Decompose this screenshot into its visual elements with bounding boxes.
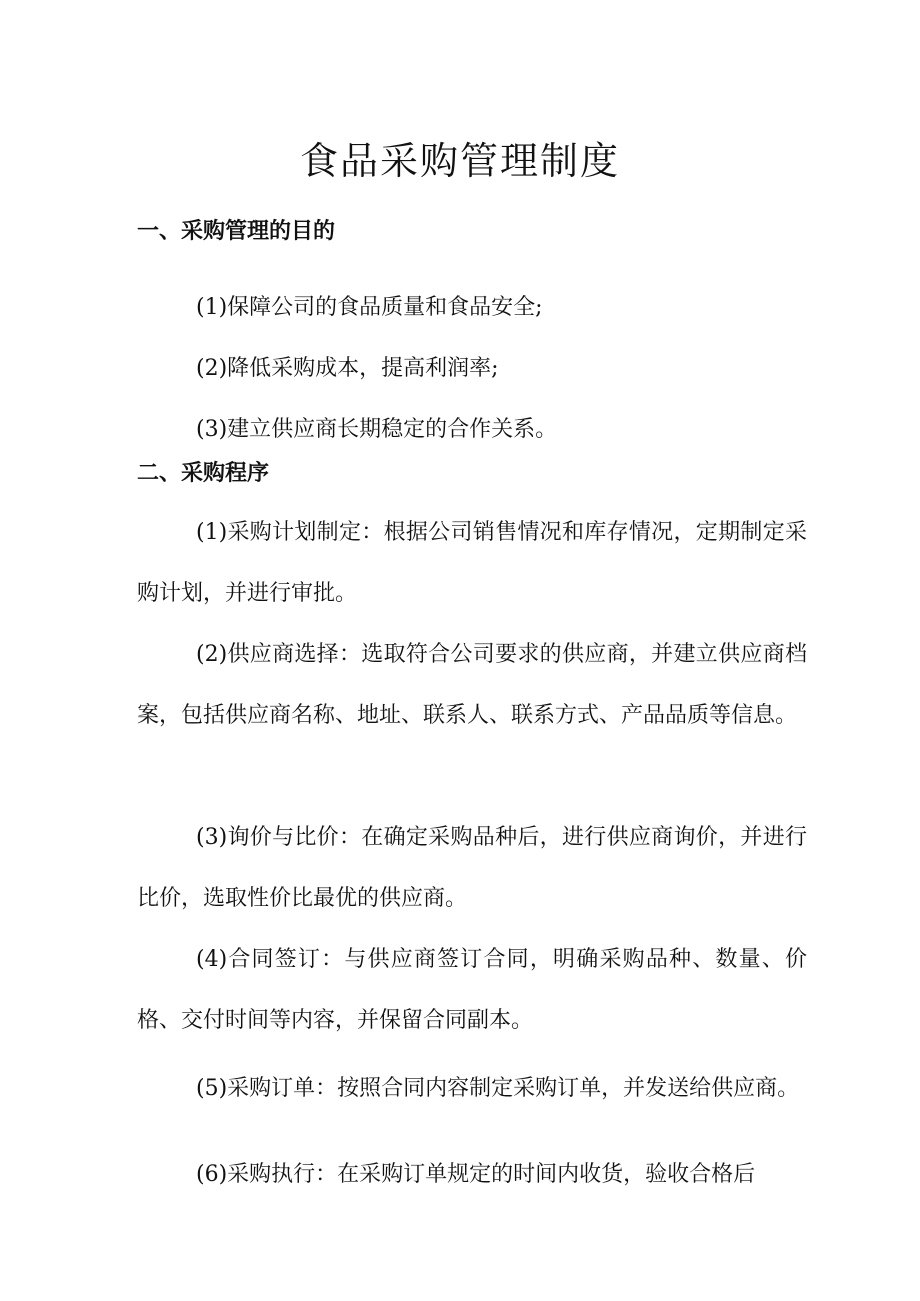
list-item: (3)询价与比价：在确定采购品种后，进行供应商询价，并进行比价，选取性价比最优的供应商。 (137, 825, 807, 911)
list-item: (5)采购订单：按照合同内容制定采购订单，并发送给供应商。 (196, 1076, 800, 1101)
list-item: (6)采购执行：在采购订单规定的时间内收货，验收合格后 (196, 1162, 756, 1187)
list-item: (4)合同签订：与供应商签订合同，明确采购品种、数量、价格、交付时间等内容，并保留合同副本。 (137, 947, 807, 1033)
list-item: (2)降低采购成本，提高利润率; (196, 356, 499, 381)
list-item: (1)采购计划制定：根据公司销售情况和库存情况，定期制定采购计划，并进行审批。 (137, 520, 807, 606)
section-heading-procedure: 二、采购程序 (137, 461, 270, 486)
document-title: 食品采购管理制度 (299, 139, 620, 183)
list-item: (3)建立供应商长期稳定的合作关系。 (196, 417, 558, 442)
list-item: (1)保障公司的食品质量和食品安全; (196, 295, 543, 320)
list-item: (2)供应商选择：选取符合公司要求的供应商，并建立供应商档案，包括供应商名称、地址、联系人、联系方式、产品品质等信息。 (137, 642, 807, 728)
section-heading-purpose: 一、采购管理的目的 (137, 219, 336, 244)
